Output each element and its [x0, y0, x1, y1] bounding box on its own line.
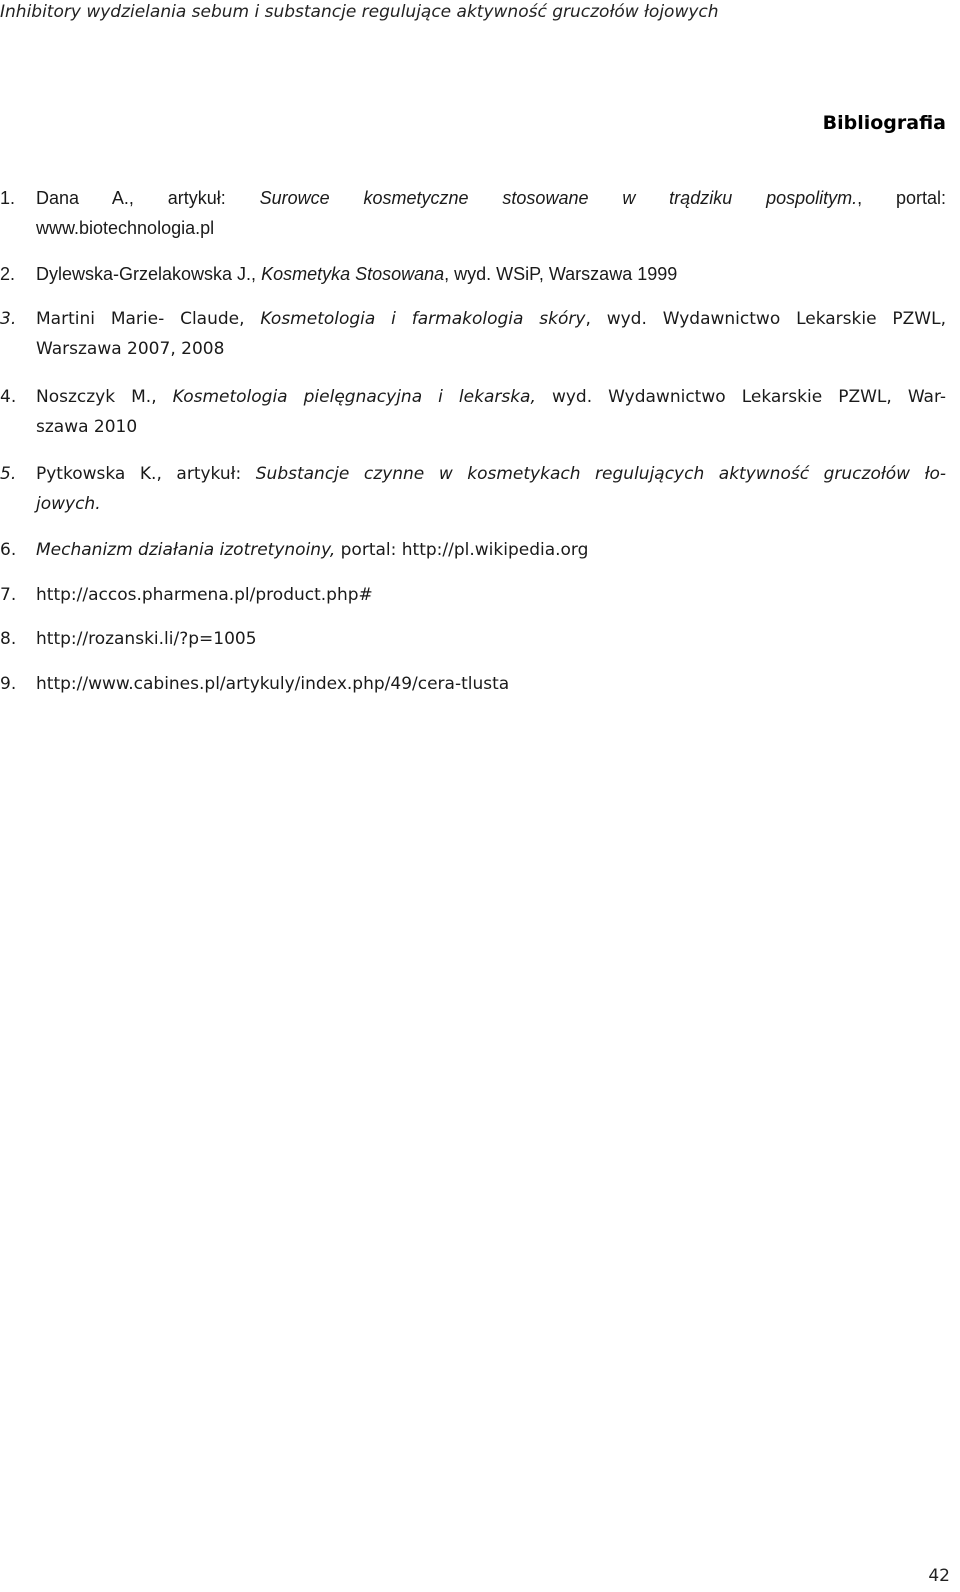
item-author: Pytkowska K., artykuł:: [36, 464, 256, 484]
item-number: 4.: [0, 387, 17, 407]
item-line: [36, 459, 946, 489]
item-author: Noszczyk M.,: [36, 387, 173, 407]
item-line: [36, 183, 946, 213]
item-title: Surowce kosmetyczne stosowane w trądziku pospolitym.: [259, 188, 858, 208]
item-rest: portal: http://pl.wikipedia.org: [335, 540, 589, 560]
item-link[interactable]: http://www.cabines.pl/artykuly/index.php/49/cera-tlusta: [36, 674, 510, 694]
item-number: 6.: [0, 540, 17, 560]
item-number: 2.: [0, 264, 16, 284]
item-link[interactable]: http://accos.pharmena.pl/product.php#: [36, 585, 373, 605]
item-line-continued: jowych.: [36, 494, 101, 514]
item-title: Mechanizm działania izotretynoiny,: [36, 540, 336, 560]
item-number: 1.: [0, 188, 16, 208]
item-link[interactable]: http://rozanski.li/?p=1005: [36, 629, 257, 649]
bibliography-item: [0, 183, 946, 243]
item-title: Substancje czynne w kosmetykach regulujących aktywność gruczołów ło-: [255, 464, 947, 484]
item-title: Kosmetologia i farmakologia skóry: [260, 309, 586, 329]
item-number: 5.: [0, 464, 17, 484]
item-author: Martini Marie- Claude,: [36, 309, 261, 329]
item-line: [36, 304, 946, 334]
item-author: Dylewska-Grzelakowska J.,: [36, 264, 262, 284]
item-number: 8.: [0, 629, 17, 649]
item-line-continued: szawa 2010: [36, 417, 138, 437]
item-link[interactable]: www.biotechnologia.pl: [36, 218, 215, 238]
bibliography-item: [0, 624, 946, 654]
bibliography-item: [0, 580, 946, 610]
item-number: 7.: [0, 585, 17, 605]
item-rest: , portal:: [857, 188, 946, 208]
bibliography-item: [0, 459, 946, 519]
item-rest: wyd. Wydawnictwo Lekarskie PZWL, War-: [535, 387, 947, 407]
item-title: Kosmetyka Stosowana: [261, 264, 445, 284]
bibliography-item: [0, 669, 946, 699]
running-header: Inhibitory wydzielania sebum i substancje regulujące aktywność gruczołów łojowych: [0, 2, 719, 22]
item-line: [36, 382, 946, 412]
item-rest: , wyd. WSiP, Warszawa 1999: [444, 264, 678, 284]
bibliography-item: [0, 382, 946, 442]
item-title: Kosmetologia pielęgnacyjna i lekarska,: [172, 387, 536, 407]
item-number: 3.: [0, 309, 17, 329]
bibliography-item: [0, 535, 946, 565]
bibliography-item: [0, 304, 946, 364]
item-number: 9.: [0, 674, 17, 694]
bibliography-item: [0, 259, 946, 289]
item-author: Dana A., artykuł:: [36, 188, 260, 208]
section-title: Bibliografia: [822, 112, 946, 134]
item-rest: , wyd. Wydawnictwo Lekarskie PZWL,: [585, 309, 946, 329]
item-line-continued: Warszawa 2007, 2008: [36, 339, 225, 359]
page-number: 42: [928, 1566, 950, 1586]
